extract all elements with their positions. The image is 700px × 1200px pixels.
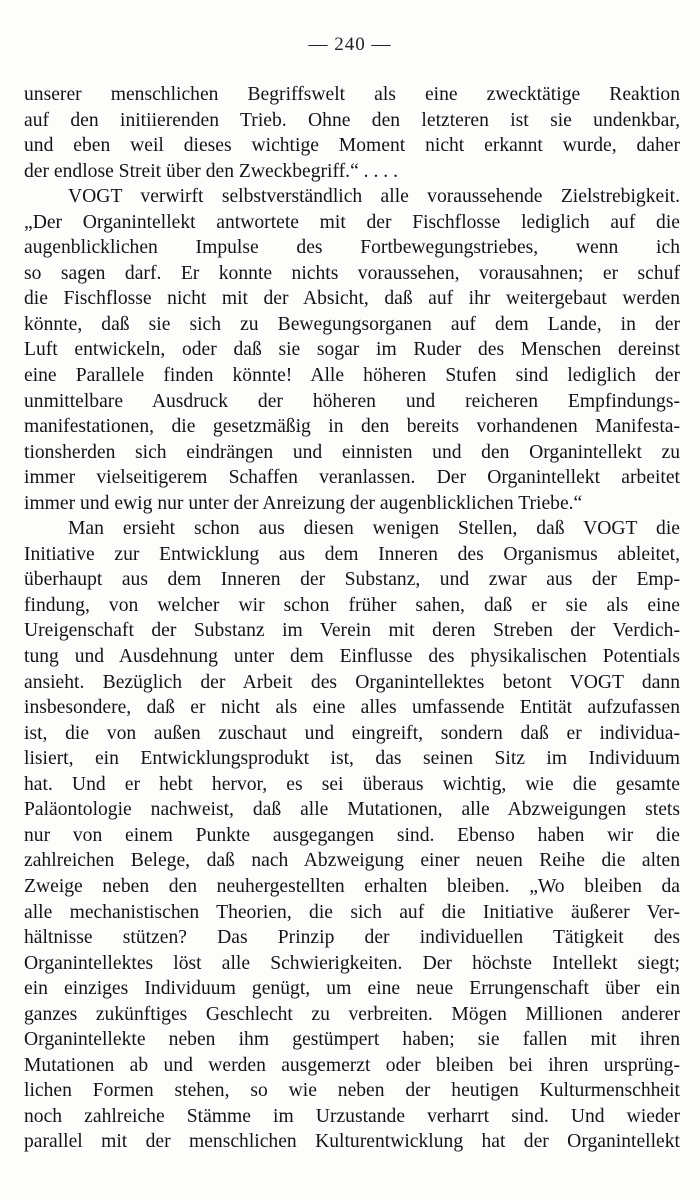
text-line: manifestationen, die gesetzmäßig in den bereits vorhandenen Manifesta-: [24, 416, 680, 438]
text-line: noch zahlreiche Stämme im Urzustande verharrt sind. Und wieder: [24, 1105, 680, 1127]
text-line: der endlose Streit über den Zweckbegriff.“ . . . .: [24, 160, 398, 182]
text-line: unmittelbare Ausdruck der höheren und reicheren Empfindungs-: [24, 390, 680, 412]
text-line: und eben weil dieses wichtige Moment nicht erkannt wurde, daher: [24, 135, 680, 157]
text-line: ein einziges Individuum genügt, um eine neue Errungenschaft über ein: [24, 978, 680, 1000]
text-line: VOGT verwirft selbstverständlich alle voraussehende Zielstrebigkeit.: [68, 186, 680, 208]
text-line: zahlreichen Belege, daß nach Abzweigung einer neuen Reihe die alten: [24, 850, 680, 872]
text-line: könnte, daß sie sich zu Bewegungsorganen auf dem Lande, in der: [24, 313, 680, 335]
text-line: insbesondere, daß er nicht als eine alles umfassende Entität aufzufassen: [24, 697, 680, 719]
page-number: — 240 —: [308, 34, 392, 55]
text-line: Paläontologie nachweist, daß alle Mutationen, alle Abzweigungen stets: [24, 799, 680, 821]
text-line: ganzes zukünftiges Geschlecht zu verbreiten. Mögen Millionen anderer: [24, 1003, 680, 1025]
text-line: augenblicklichen Impulse des Fortbewegungstriebes, wenn ich: [24, 237, 680, 259]
text-line: Luft entwickeln, oder daß sie sogar im Ruder des Menschen dereinst: [24, 339, 680, 361]
text-line: tung und Ausdehnung unter dem Einflusse des physikalischen Potentials: [24, 646, 680, 668]
text-line: Organintellektes löst alle Schwierigkeiten. Der höchste Intellekt siegt;: [24, 952, 680, 974]
text-line: ist, die von außen zuschaut und eingreift, sondern daß er individua-: [24, 722, 680, 744]
text-line: Zweige neben den neuhergestellten erhalten bleiben. „Wo bleiben da: [24, 875, 680, 897]
text-line: Ureigenschaft der Substanz im Verein mit deren Streben der Verdich-: [24, 620, 680, 642]
text-line: immer vielseitigerem Schaffen veranlassen. Der Organintellekt arbeitet: [24, 467, 680, 489]
text-line: Initiative zur Entwicklung aus dem Inneren des Organismus ableitet,: [24, 543, 680, 565]
text-line: nur von einem Punkte ausgegangen sind. Ebenso haben wir die: [24, 824, 680, 846]
text-line: hältnisse stützen? Das Prinzip der individuellen Tätigkeit des: [24, 927, 680, 949]
text-line: parallel mit der menschlichen Kulturentwicklung hat der Organintellekt: [24, 1131, 680, 1153]
text-line: so sagen darf. Er konnte nichts voraussehen, vorausahnen; er schuf: [24, 262, 680, 284]
text-line: ansieht. Bezüglich der Arbeit des Organintellektes betont VOGT dann: [24, 671, 680, 693]
text-line: überhaupt aus dem Inneren der Substanz, und zwar aus der Emp-: [24, 569, 680, 591]
text-line: findung, von welcher wir schon früher sahen, daß er sie als eine: [24, 594, 680, 616]
text-line: Mutationen ab und werden ausgemerzt oder bleiben bei ihren ursprüng-: [24, 1054, 680, 1076]
text-line: immer und ewig nur unter der Anreizung der augenblicklichen Triebe.“: [24, 492, 583, 514]
text-line: „Der Organintellekt antwortete mit der Fischflosse lediglich auf die: [24, 211, 680, 233]
text-line: lisiert, ein Entwicklungsprodukt ist, das seinen Sitz im Individuum: [24, 748, 680, 770]
text-line: lichen Formen stehen, so wie neben der heutigen Kulturmenschheit: [24, 1080, 680, 1102]
text-line: Man ersieht schon aus diesen wenigen Stellen, daß VOGT die: [68, 518, 680, 540]
text-line: auf den initiierenden Trieb. Ohne den letzteren ist sie undenkbar,: [24, 109, 680, 131]
text-line: alle mechanistischen Theorien, die sich auf die Initiative äußerer Ver-: [24, 901, 680, 923]
text-line: tionsherden sich eindrängen und einnisten und den Organintellekt zu: [24, 441, 680, 463]
text-line: eine Parallele finden könnte! Alle höheren Stufen sind lediglich der: [24, 365, 680, 387]
text-line: die Fischflosse nicht mit der Absicht, daß auf ihr weitergebaut werden: [24, 288, 680, 310]
body-text: [24, 82, 680, 1155]
text-line: Organintellekte neben ihm gestümpert haben; sie fallen mit ihren: [24, 1029, 680, 1051]
text-line: hat. Und er hebt hervor, es sei überaus wichtig, wie die gesamte: [24, 773, 680, 795]
text-line: unserer menschlichen Begriffswelt als eine zwecktätige Reaktion: [24, 84, 680, 105]
